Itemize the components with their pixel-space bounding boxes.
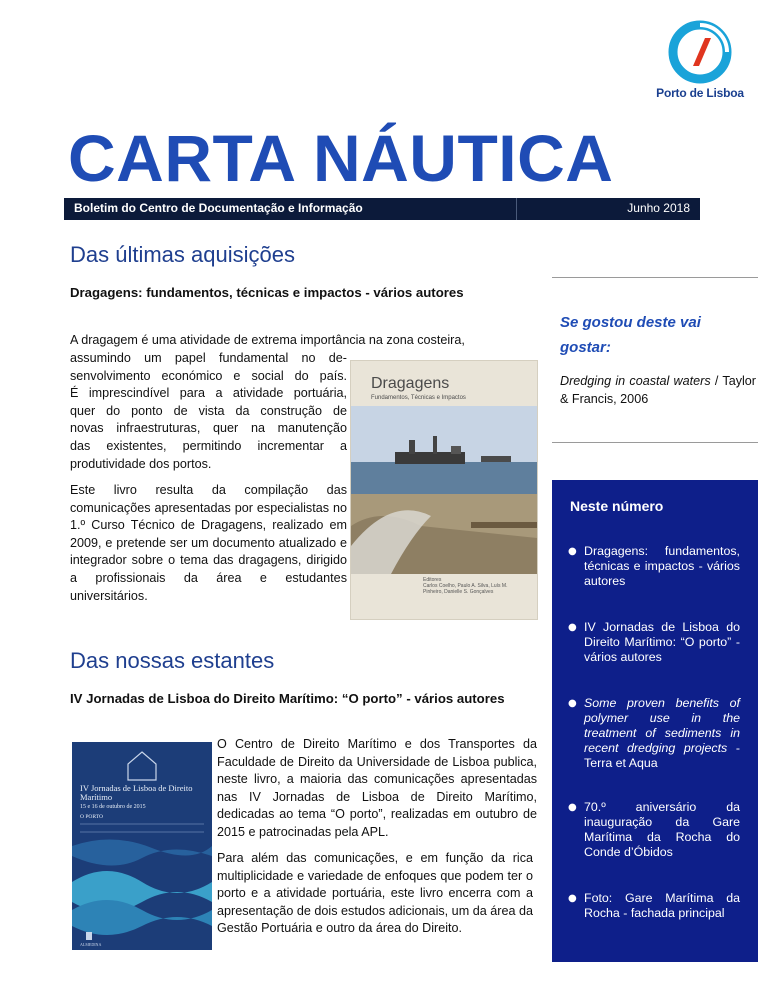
issue-date: Junho 2018 [627,201,690,215]
recommendation-item [560,372,756,408]
article-title-dragagens: Dragagens: fundamentos, técnicas e impactos - vários autores [70,285,464,300]
dredging-photo [351,406,537,574]
issue-item-3-title: Some proven benefits of polymer use in the treatment of sediments in recent dredging projects [584,696,740,755]
bullet-icon: ● [568,802,577,813]
newsletter-title: CARTA NÁUTICA [68,121,614,195]
issue-item-5[interactable]: Foto: Gare Marítima da Rocha - fachada principal [584,891,740,920]
issue-item-2[interactable]: IV Jornadas de Lisboa do Direito Marítimo: “O porto” - vários autores [584,620,740,664]
subtitle: Boletim do Centro de Documentação e Informação [74,201,363,215]
cover-editors: Carlos Coelho, Paulo A. Silva, Luís M. Pinheiro, Danielle S. Gonçalves [423,583,508,595]
recommendation-heading: Se gostou deste vai gostar: [560,314,701,356]
section-heading-shelves: Das nossas estantes [70,648,275,673]
issue-item-1[interactable]: Dragagens: fundamentos, técnicas e impactos - vários autores [584,544,740,588]
bullet-icon: ● [568,893,577,904]
sidebar-divider-bottom [552,442,758,443]
cover-artwork [72,742,212,950]
para-line: produtividade dos portos. [70,456,212,471]
article-paragraph-first-line: A dragagem é uma atividade de extrema importância na zona costeira, [70,333,465,347]
para-line: das existentes, permitindo incrementar a [70,438,347,453]
banner-divider [516,198,517,220]
section-heading-acquisitions: Das últimas aquisições [70,242,295,267]
bullet-icon: ● [568,698,577,709]
para-line: É imprescindível para a atividade portuária, [70,386,347,401]
subtitle-banner [64,198,700,220]
sidebar-divider-top [552,277,758,278]
issue-item-3-source: - Terra et Aqua [584,741,740,770]
book-cover-dragagens [350,360,538,620]
para-line: assumindo um papel fundamental no de- [70,351,347,365]
in-this-issue-heading: Neste número [570,498,664,514]
article-paragraph-continuation [70,350,347,473]
para-line: novas infraestruturas, quer na manutenção [70,421,347,436]
article-paragraph-2: Este livro resulta da compilação das comunicações apresentadas por especialistas no 1.º Curso Técnico de Dragagens, realizado em 2009, e pretende ser um documento atualizado e integrador sobre o tema das dragagens, dirigido a profissionais da área e estudantes universitários. [70,483,347,603]
article-paragraph-jornadas-2: Para além das comunicações, e em função da rica multiplicidade e variedade de enfoques que podem ter o porto e a atividade portuária, este livro encerra com a apresentação de dois estudos adicionais, um da área da Gestão Portuária e outro da área do Direito. [217,851,533,936]
logo-mark-icon [660,18,750,90]
cover-title: Dragagens [371,375,450,392]
cover-subtitle: Fundamentos, Técnicas e Impactos [371,395,466,401]
article-paragraph-jornadas-1: O Centro de Direito Marítimo e dos Transportes da Faculdade de Direito da Universidade de Lisboa publica, neste livro, a maioria das comunicações apresentadas nas IV Jornadas de Lisboa de Direito Marítimo, dedicadas ao tema “O porto”, realizadas em outubro de 2015 e patrocinadas pela APL. [217,737,537,839]
para-line: senvolvimento económico e social do país. [70,368,347,383]
cover2-publisher: ALMEDINA [80,942,102,947]
bullet-icon: ● [568,546,577,557]
book-cover-jornadas [72,742,212,950]
in-this-issue-box [552,480,758,962]
cover-editors-label: Editores [423,577,442,583]
logo-text: Porto de Lisboa [656,86,744,100]
article-title-jornadas: IV Jornadas de Lisboa do Direito Marítimo: “O porto” - vários autores [70,691,505,706]
issue-item-3[interactable] [584,696,740,771]
issue-item-4[interactable]: 70.º aniversário da inauguração da Gare Marítima da Rocha do Conde d’Óbidos [584,800,740,859]
para-line: quer do ponto de vista da construção de [70,403,347,418]
cover2-dates: 15 e 16 de outubro de 2015 [80,804,146,810]
bullet-icon: ● [568,622,577,633]
recommendation-publisher: / Taylor & Francis, 2006 [560,374,756,406]
recommendation-title: Dredging in coastal waters [560,374,711,388]
cover2-theme: O PORTO [80,814,103,820]
cover2-title: IV Jornadas de Lisboa de Direito Marítimo [80,783,193,802]
